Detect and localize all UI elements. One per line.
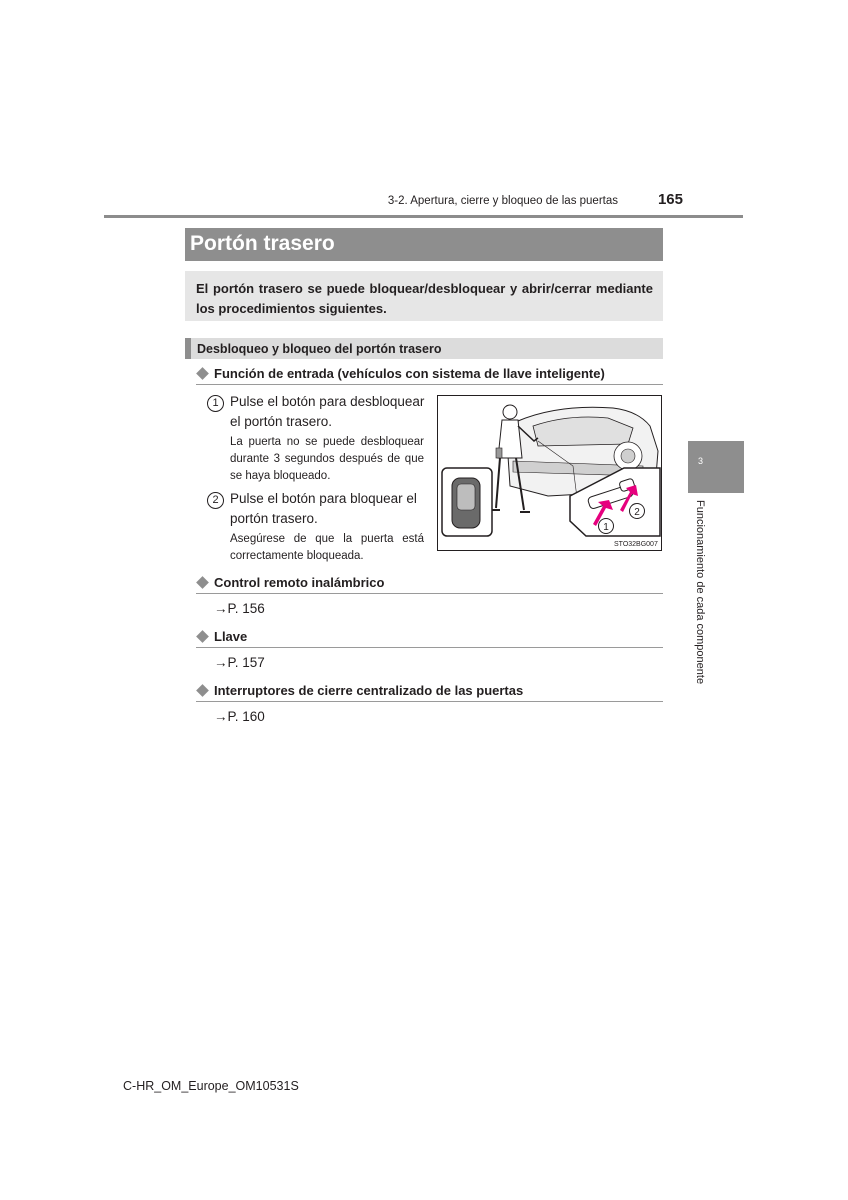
arrow-icon: →	[214, 655, 228, 670]
reference-label: P. 156	[227, 601, 265, 616]
footer-document-code: C-HR_OM_Europe_OM10531S	[123, 1079, 299, 1093]
chapter-tab-label: Funcionamiento de cada componente	[694, 500, 706, 685]
reference-label: P. 160	[227, 709, 265, 724]
page-reference-160[interactable]	[214, 709, 265, 724]
bullet-rule	[196, 384, 663, 385]
header-rule	[104, 215, 743, 218]
step-1-note: La puerta no se puede desbloquear durante 3 segundos después de que se haya bloqueado.	[230, 436, 424, 482]
step-1-text-line1: Pulse el botón para desbloquear	[230, 394, 425, 409]
page-reference-157[interactable]	[214, 655, 265, 670]
page-reference-156[interactable]	[214, 601, 265, 616]
step-1-text-line2: el portón trasero.	[230, 414, 333, 429]
page-number: 165	[657, 191, 683, 208]
intro-box	[185, 271, 663, 321]
arrow-icon: →	[214, 709, 228, 724]
callout-2: 2	[634, 507, 640, 518]
bullet-heading-entry-function: Función de entrada (vehículos con sistema de llave inteligente)	[214, 366, 605, 381]
bullet-heading-key: Llave	[214, 629, 248, 644]
step-2-note: Asegúrese de que la puerta está correctamente bloqueada.	[230, 533, 424, 562]
chapter-tab-number: 3	[698, 456, 704, 466]
page-title: Portón trasero	[190, 232, 335, 255]
tailgate-illustration-svg	[438, 396, 662, 551]
bullet-heading-remote: Control remoto inalámbrico	[214, 575, 385, 590]
illustration-code: STO32BG007	[614, 541, 658, 548]
bullet-rule	[196, 647, 663, 648]
step-2-text-line1: Pulse el botón para bloquear el	[230, 491, 417, 506]
step-number-1: 1	[207, 395, 224, 412]
diamond-bullet-icon	[196, 630, 209, 643]
bullet-rule	[196, 593, 663, 594]
section-heading: Desbloqueo y bloqueo del portón trasero	[197, 342, 442, 356]
diamond-bullet-icon	[196, 367, 209, 380]
chapter-tab	[688, 441, 744, 493]
bullet-rule	[196, 701, 663, 702]
step-2-text-line2: portón trasero.	[230, 511, 318, 526]
running-header-section: 3-2. Apertura, cierre y bloqueo de las puertas	[387, 195, 618, 207]
intro-text: El portón trasero se puede bloquear/desbloquear y abrir/cerrar mediante los procedimientos siguientes.	[196, 281, 653, 316]
step-number-2: 2	[207, 492, 224, 509]
section-heading-marker	[185, 338, 191, 359]
diamond-bullet-icon	[196, 684, 209, 697]
diamond-bullet-icon	[196, 576, 209, 589]
tailgate-illustration	[437, 395, 662, 551]
arrow-icon: →	[214, 601, 228, 616]
bullet-heading-central-locking: Interruptores de cierre centralizado de las puertas	[214, 683, 524, 698]
reference-label: P. 157	[227, 655, 265, 670]
callout-1: 1	[603, 522, 609, 533]
